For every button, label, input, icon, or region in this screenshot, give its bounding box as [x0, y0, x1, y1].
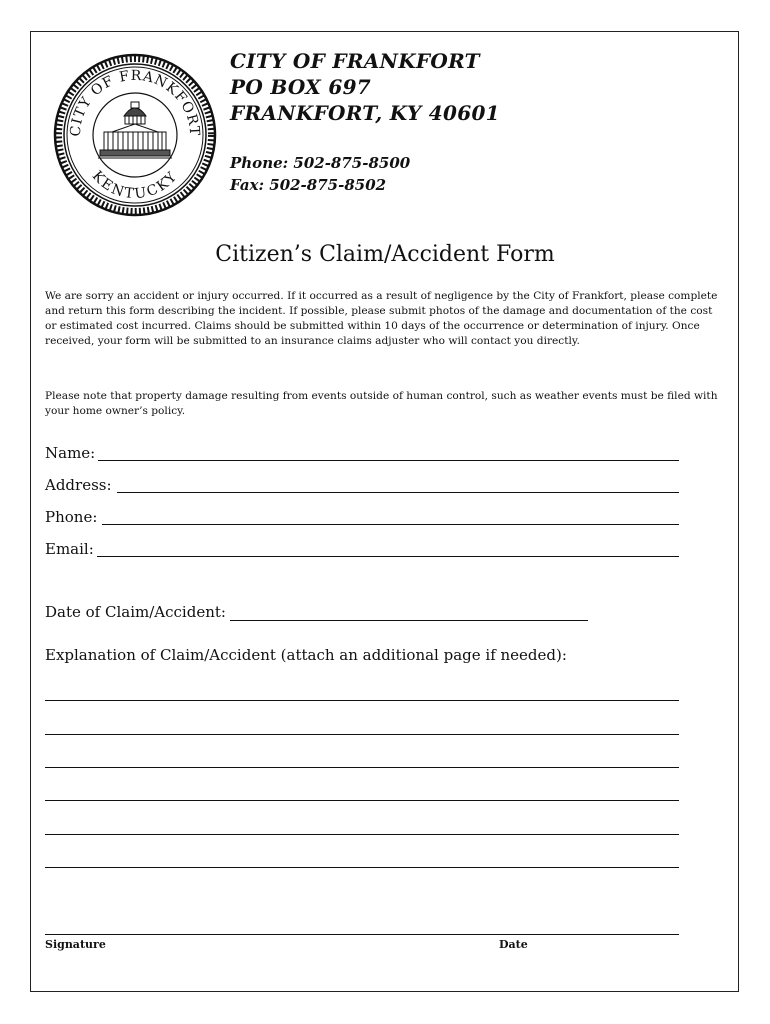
signature-line[interactable] [45, 934, 679, 935]
phone-label: Phone: [45, 508, 98, 526]
explanation-label: Explanation of Claim/Accident (attach an additional page if needed): [45, 646, 567, 664]
explanation-line[interactable] [45, 700, 679, 701]
explanation-line[interactable] [45, 867, 679, 868]
address-label: Address: [45, 476, 112, 494]
svg-text:KENTUCKY [89, 168, 181, 202]
intro-paragraph: We are sorry an accident or injury occurred. If it occurred as a result of negligence by the City of Frankfort, please complete and return this form describing the incident. If possible, please submit photos of the damage and documentation of the cost or estimated cost incurred. Claims should be submitted within 10 days of the occurrence or determination of injury. Once received, your form will be submitted to an insurance claims adjuster who will contact you directly. [45, 290, 718, 347]
date-of-claim-field[interactable] [230, 620, 588, 621]
city-state-zip: FRANKFORT, KY 40601 [230, 101, 500, 125]
city-name: CITY OF FRANKFORT [230, 49, 480, 73]
explanation-line[interactable] [45, 800, 679, 801]
phone-field[interactable] [102, 524, 679, 525]
phone-number: Phone: 502-875-8500 [230, 154, 411, 172]
fax-number: Fax: 502-875-8502 [230, 176, 387, 194]
address-field[interactable] [117, 492, 679, 493]
email-field[interactable] [97, 556, 679, 557]
explanation-line[interactable] [45, 834, 679, 835]
name-field[interactable] [98, 460, 679, 461]
form-title: Citizen’s Claim/Accident Form [215, 242, 555, 267]
city-seal-logo [52, 50, 218, 220]
explanation-line[interactable] [45, 734, 679, 735]
seal-top-text: CITY OF FRANKFORT [67, 67, 203, 138]
date-of-claim-label: Date of Claim/Accident: [45, 603, 226, 621]
email-label: Email: [45, 540, 94, 558]
explanation-line[interactable] [45, 767, 679, 768]
name-label: Name: [45, 444, 96, 462]
date-label: Date [499, 938, 528, 951]
seal-bottom-text: KENTUCKY [88, 168, 182, 203]
city-address-header [230, 48, 500, 196]
weather-note-paragraph: Please note that property damage resulting from events outside of human control, such as weather events must be filed with your home owner’s policy. [45, 390, 718, 417]
signature-label: Signature [45, 938, 106, 951]
po-box: PO BOX 697 [230, 75, 371, 99]
